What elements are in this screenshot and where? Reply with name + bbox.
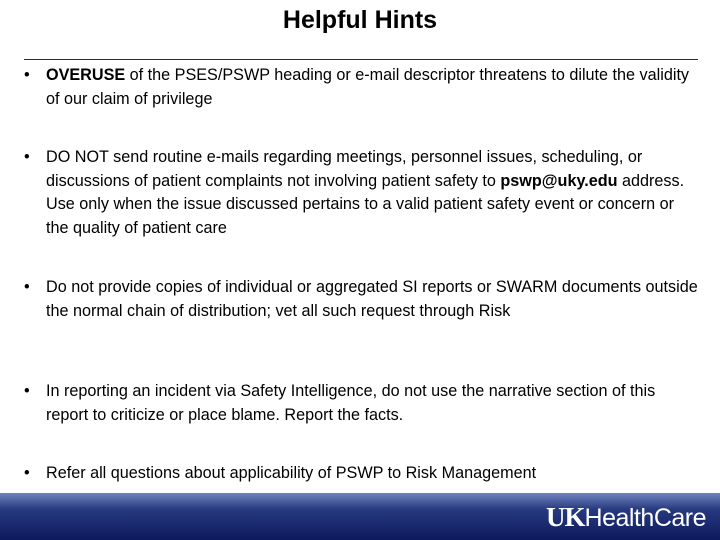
bullet-icon: • bbox=[24, 148, 30, 166]
hint-item-3 bbox=[24, 276, 700, 323]
hint-text: Refer all questions about applicability of PSWP to Risk Management bbox=[46, 464, 537, 482]
hint-item-4 bbox=[24, 380, 700, 427]
title-divider bbox=[24, 59, 698, 60]
email-address: pswp@uky.edu bbox=[500, 171, 618, 190]
hint-text: In reporting an incident via Safety Intelligence, do not use the narrative section of this report to criticize or place blame. Report the facts. bbox=[46, 382, 656, 424]
hint-item-1 bbox=[24, 64, 700, 111]
hint-emphasis: OVERUSE bbox=[46, 66, 126, 84]
slide-title: Helpful Hints bbox=[282, 6, 438, 34]
hint-text: OVERUSE of the PSES/PSWP heading or e-mail descriptor threatens to dilute the validity of our claim of privilege bbox=[46, 66, 690, 108]
bullet-icon: • bbox=[24, 278, 30, 296]
hint-item-5 bbox=[24, 462, 700, 486]
bullet-icon: • bbox=[24, 382, 30, 400]
bullet-icon: • bbox=[24, 464, 30, 482]
hint-item-2 bbox=[24, 146, 700, 240]
footer-bar bbox=[0, 493, 720, 540]
hint-text: Do not provide copies of individual or aggregated SI reports or SWARM documents outside the normal chain of distribution; vet all such request through Risk bbox=[46, 278, 698, 320]
ukhealthcare-logo: UK HealthCare bbox=[546, 502, 706, 532]
hint-text: DO NOT send routine e-mails regarding meetings, personnel issues, scheduling, or discussions of patient complaints not involving patient safety to pswp@uky.edu address. Use only when the issue discussed pertains to a valid patient safety event or concern or the quality of patient care bbox=[46, 148, 685, 237]
bullet-icon: • bbox=[24, 66, 30, 84]
